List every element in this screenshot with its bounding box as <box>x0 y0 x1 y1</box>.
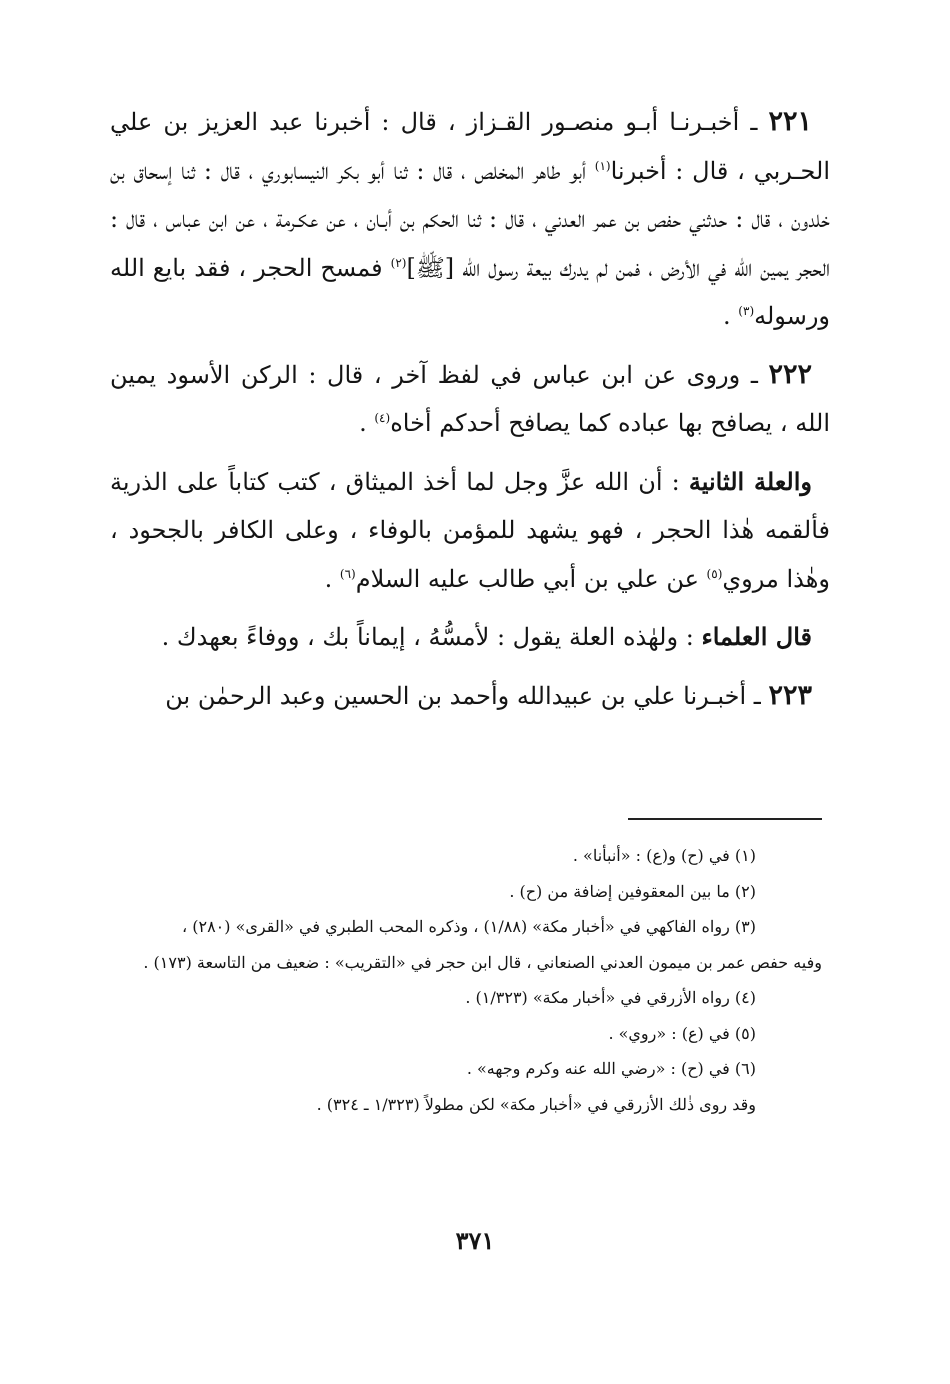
footnote-1: (١) في (ح) و(ع) : «أنبأنا» . <box>572 846 756 865</box>
paragraph-222 <box>110 351 830 448</box>
paragraph-scholars <box>110 613 830 662</box>
footnote-ref-4: (٤) <box>374 411 391 425</box>
footnote-ref-5: (٥) <box>706 566 723 581</box>
footnote-4: (٤) رواه الأزرقي في «أخبار مكة» (١/٣٢٣) . <box>465 988 756 1007</box>
footnote-5: (٥) في (ع) : «روي» . <box>608 1023 756 1043</box>
second-reason-end: . <box>324 564 340 593</box>
second-reason-label: والعلة الثانية <box>688 466 813 496</box>
scholars-label: قال العلماء <box>701 622 812 651</box>
footnote-2: (٢) ما بين المعقوفين إضافة من (ح) . <box>509 881 756 901</box>
footnote-3-continued: وفيه حفص عمر بن ميمون العدني الصنعاني ، قال ابن حجر في «التقريب» : ضعيف من التاسعة (١٧٣) . <box>143 952 822 972</box>
footnote-6-continued: وقد روى ذٰلك الأزرقي في «أخبار مكة» لكن مطولاً (١/٣٢٣ ـ ٣٢٤) . <box>316 1094 756 1114</box>
paragraph-221-text: ـ أخبـرنـا أبـو منصـور القـزاز ، قال : أخبرنا عبد العزيز بن علي الحـربي ، قال : أخبرنا <box>110 108 830 185</box>
footnote-ref-1: (١) <box>594 158 611 173</box>
main-text <box>110 98 830 720</box>
paragraph-222-end: . <box>359 409 375 437</box>
second-reason-text: : أن الله عزَّ وجل لما أخذ الميثاق ، كتب كتاباً على الذرية فألقمه هٰذا الحجر ، فهو يشهد للمؤمن بالوفاء ، وعلى الكافر بالجحود ، وهٰذا مروي <box>110 467 830 593</box>
footnote-6: (٦) في (ح) : «رضي الله عنه وكرم وجهه» . <box>466 1059 756 1078</box>
footnote-ref-2: (٢) <box>390 255 407 270</box>
entry-number-222: ٢٢٢ <box>768 358 812 390</box>
footnotes <box>110 838 822 1122</box>
entry-number-221: ٢٢١ <box>768 106 812 137</box>
footnote-3: (٣) رواه الفاكهي في «أخبار مكة» (١/٨٨) ، وذكره المحب الطبري في «القرى» (٢٨٠) ، <box>181 917 756 936</box>
paragraph-223 <box>110 672 830 721</box>
scholars-text: : ولهٰذه العلة يقول : لأمسُّهُ ، إيماناً بك ، ووفاءً بعهدك . <box>161 623 702 651</box>
paragraph-221-end: . <box>723 302 739 330</box>
paragraph-221-text-b: أبو طاهر المخلص ، قال : ثنا أبو بكر النيسابوري ، قال : ثنا إسحاق بن خلدون ، قال : حدثني حفص بن عمر العدني ، قال : ثنا الحكم بن أبـان ، عن عكـرمة ، عن ابن عباس ، قال : الحجر يمين الله في الأرض ، فمن لم يدرك بيعة رسول الله [ﷺ] <box>110 156 830 282</box>
footnote-ref-3: (٣) <box>738 304 755 318</box>
paragraph-second-reason <box>110 458 830 604</box>
paragraph-222-text: ـ وروى عن ابن عباس في لفظ آخر ، قال : الركن الأسود يمين الله ، يصافح بها عباده كما يصافح أحدكم أخاه <box>110 360 830 437</box>
footnote-ref-6: (٦) <box>339 566 356 581</box>
paragraph-221 <box>110 98 830 341</box>
entry-number-223: ٢٢٣ <box>768 679 812 711</box>
page-number: ٣٧١ <box>455 1226 495 1255</box>
footnote-separator <box>628 818 822 820</box>
paragraph-223-text: ـ أخبـرنا علي بن عبيدالله وأحمد بن الحسين وعبد الرحمٰن بن <box>165 681 761 710</box>
paragraph-221-text-c: فمسح الحجر ، فقد بايع الله ورسوله <box>110 253 830 330</box>
second-reason-text-b: عن علي بن أبي طالب عليه السلام <box>355 564 707 593</box>
